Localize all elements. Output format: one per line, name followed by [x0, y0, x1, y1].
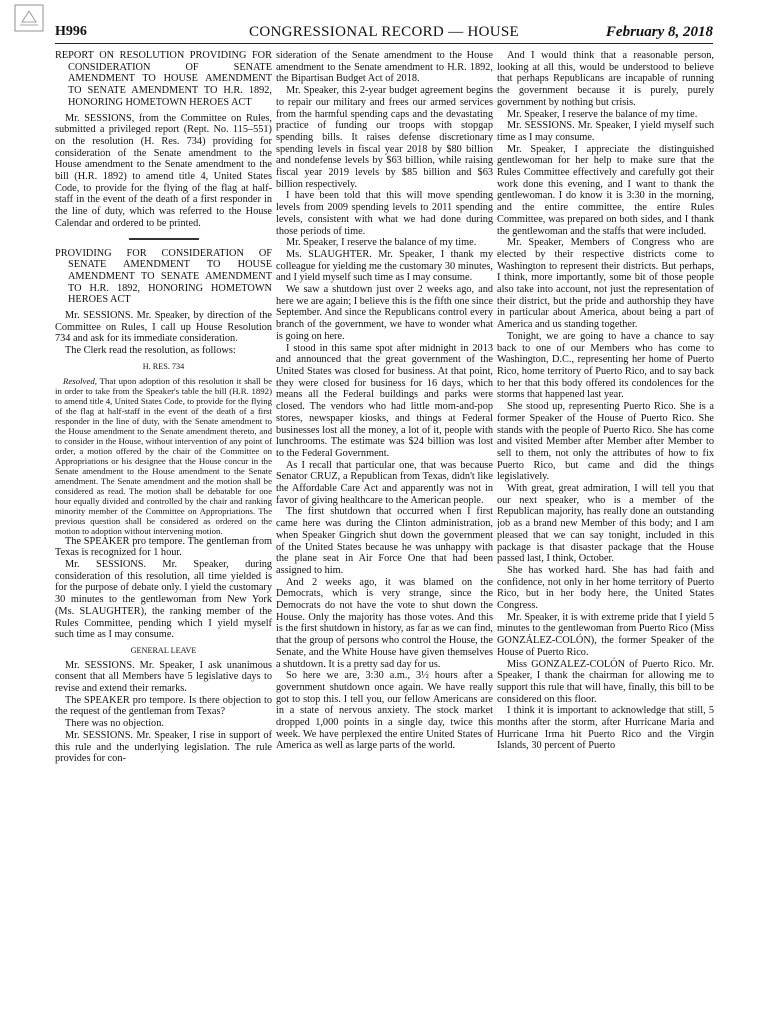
paragraph: We saw a shutdown just over 2 weeks ago, and here we are again; I believe this is the fifth one since September. And since the Republicans control every branch of the government, we have to wonder what is going on here.	[276, 284, 493, 342]
paragraph: Ms. SLAUGHTER. Mr. Speaker, I thank my colleague for yielding me the customary 30 minutes, and I yield myself such time as I may consume.	[276, 248, 493, 284]
resolution-text	[55, 376, 272, 536]
paragraph: And 2 weeks ago, it was blamed on the Democrats, which is very strange, since the Democrats do not have the vote to shut down the House. Only the majority has those votes. And this is the first shutdown in history, as far as we can find, that the group of persons who control the House, the Senate, and the White House have given themselves a shutdown. It is a pretty sad day for us.	[276, 576, 493, 670]
paragraph: The first shutdown that occurred when I first came here was during the Clinton administration, when Speaker Gingrich shut down the government of the United States because he was unhappy with the plane seat in Air Force One that had been assigned to him.	[276, 506, 493, 576]
column-2	[276, 50, 493, 1018]
paragraph: Mr. SESSIONS. Mr. Speaker, I ask unanimous consent that all Members have 5 legislative days to revise and extend their remarks.	[55, 659, 272, 695]
paragraph: The SPEAKER pro tempore. The gentleman from Texas is recognized for 1 hour.	[55, 535, 272, 559]
paragraph: With great, great admiration, I will tell you that our next speaker, who is a member of the Republican majority, has really done an outstanding job as a brand new Member of this body; and I am pleased that we can say tonight, included in this package is that disaster package that the House passed last, I think, October.	[497, 483, 714, 565]
column-1	[55, 50, 272, 1018]
paragraph: Tonight, we are going to have a chance to say back to one of our Members who has come to Washington, D.C., representing her home of Puerto Rico, home territory of Puerto Rico, and to say back to her that this body offered its condolences for the storms that happened last year.	[497, 330, 714, 401]
paragraph: I think it is important to acknowledge that still, 5 months after the storm, after Hurricane Maria and Hurricane Irma hit Puerto Rico and the Virgin Islands, 30 percent of Puerto	[497, 705, 714, 752]
paragraph: As I recall that particular one, that was because Senator CRUZ, a Republican from Texas, didn't like the Affordable Care Act and apparently was not in favor of giving healthcare to the American people.	[276, 459, 493, 506]
section-separator	[129, 238, 199, 240]
paragraph: She stood up, representing Puerto Rico. She is a former Speaker of the House of Puerto Rico. She stands with the people of Puerto Rico. She has come and visited Member after Member after Member to sell to them, not only the attributes of how to fix Puerto Rico, but came and did the things legislatively.	[497, 401, 714, 483]
resolution-title: H. RES. 734	[142, 361, 185, 371]
paragraph: There was no objection.	[65, 718, 164, 730]
header-rule	[55, 43, 713, 44]
paragraph: I have been told that this will move spending levels from 2009 spending levels to 2011 spending levels, consistent with what we had done during those periods of time.	[276, 190, 493, 237]
issue-date: February 8, 2018	[605, 24, 713, 40]
gpo-seal-icon	[14, 4, 44, 32]
paragraph: So here we are, 3:30 a.m., 3½ hours after a government shutdown once again. We have really got to stop this. I tell you, our fellow Americans are in a state of nervous anxiety. The stock market dropped 1,000 points in a single day, twice this week. We have perplexed the entire United States of America as well as large parts of the world.	[276, 670, 493, 752]
paragraph: The SPEAKER pro tempore. Is there objection to the request of the gentleman from Texas?	[55, 694, 272, 718]
paragraph: Mr. Speaker, I reserve the balance of my time.	[507, 108, 698, 120]
section-heading: PROVIDING FOR CONSIDERATION OF SENATE AMENDMENT TO HOUSE AMENDMENT TO SENATE AMENDMENT TO H.R. 1892, HONORING HOMETOWN HEROES ACT	[55, 247, 272, 306]
column-3	[497, 50, 714, 1018]
paragraph: sideration of the Senate amendment to the House amendment to the Senate amendment to H.R. 1892, the Bipartisan Budget Act of 2018.	[276, 50, 493, 85]
paragraph: And I would think that a reasonable person, looking at all this, would be understood to believe that perhaps Republicans are incapable of running the government because it is purely, purely government by nothing but crisis.	[497, 50, 714, 108]
page-number: H996	[55, 24, 87, 39]
publication-title: CONGRESSIONAL RECORD — HOUSE	[249, 24, 519, 40]
paragraph: Mr. SESSIONS. Mr. Speaker, during consideration of this resolution, all time yielded is for the purpose of debate only. I yield the customary 30 minutes to the gentlewoman from New York (Ms. SLAUGHTER), the ranking member of the Rules Committee, pending which I yield myself such time as I may consume.	[55, 558, 272, 641]
subheading-general-leave: GENERAL LEAVE	[130, 645, 197, 655]
paragraph: Mr. Speaker, this 2-year budget agreement begins to repair our military and frees our armed services from the harmful spending caps and the devastating practice of funding our troops with stopgap spending bills. It raises defense discretionary spending levels in fiscal year 2018 by $80 billion and nondefense levels by $63 billion, while raising fiscal year 2019 levels by $85 billion and $63 billion respectively.	[276, 85, 493, 190]
resolution-body: That upon adoption of this resolution it shall be in order to take from the Speaker's table the bill (H.R. 1892) to amend title 4, United States Code, to provide for the flying of the flag at half-staff in the event of the death of a first responder in the line of duty, with the Senate amendment to the House amendment to the Senate amendment thereto, and to consider in the House, without intervention of any point of order, a motion offered by the chair of the Committee on Appropriations or his designee that the House concur in the Senate amendment to the House amendment to the Senate amendment. The Senate amendment and the motion shall be considered as read. The motion shall be debatable for one hour equally divided and controlled by the chair and ranking minority member of the Committee on Appropriations. The previous question shall be considered as ordered on the motion to adoption without intervening motion.	[55, 375, 272, 536]
paragraph: She has worked hard. She has had faith and confidence, not only in her home territory of Puerto Rico, but in her body here, the United States Congress.	[497, 564, 714, 612]
paragraph: Mr. SESSIONS, from the Committee on Rules, submitted a privileged report (Rept. No. 115–551) on the resolution (H. Res. 734) providing for consideration of the Senate amendment to the House amendment to the Senate amendment to the bill (H.R. 1892) to amend title 4, United States Code, to provide for the flying of the flag at half-staff in the event of the death of a first responder in the line of duty, which was referred to the House Calendar and ordered to be printed.	[55, 112, 272, 229]
paragraph: Miss GONZALEZ-COLÓN of Puerto Rico. Mr. Speaker, I thank the chairman for allowing me to support this rule that will have, finally, this bill to be considered on this floor.	[497, 658, 714, 705]
paragraph: Mr. Speaker, Members of Congress who are elected by their respective districts come to Washington to represent their districts. But perhaps, I think, more importantly, some bit of those people also take into account, not just the representation of their district, but the pride and authorship they have in particular about America, about being a part of America and us standing together.	[497, 237, 714, 331]
paragraph: I stood in this same spot after midnight in 2013 and announced that the great government of the United States was closed for business. At that point, they were closed for business for 16 days, which means all the Federal buildings and parks were closed. The vendors who had little mom-and-pop stores, newspaper kiosks, and things at Federal businesses lost all the money, a lot of it, people with lunchrooms. The estimate was $24 billion was lost to the Federal Government.	[276, 342, 493, 459]
paragraph: Mr. SESSIONS. Mr. Speaker, I yield myself such time as I may consume.	[497, 120, 714, 143]
paragraph: Mr. Speaker, I appreciate the distinguished gentlewoman for her help to make sure that the Rules Committee effectively and carefully got their work done this evening, and I want to thank the gentlewoman. I do know it is 3:30 in the morning, and the entire committee, the entire Rules Committee, was prepared on both sides, and I thank the gentlewoman and the staffs that were included.	[497, 143, 714, 237]
section-heading: REPORT ON RESOLUTION PROVIDING FOR CONSIDERATION OF SENATE AMENDMENT TO HOUSE AMENDMENT TO SENATE AMENDMENT TO H.R. 1892, HONORING HOMETOWN HEROES ACT	[55, 50, 272, 108]
paragraph: The Clerk read the resolution, as follows:	[65, 345, 236, 357]
paragraph: Mr. Speaker, I reserve the balance of my time.	[286, 237, 477, 249]
paragraph: Mr. Speaker, it is with extreme pride that I yield 5 minutes to the gentlewoman from Puerto Rico (Miss GONZÁLEZ-COLÓN), the former Speaker of the House of Puerto Rico.	[497, 611, 714, 658]
resolved-label: Resolved,	[63, 375, 97, 386]
paragraph: Mr. SESSIONS. Mr. Speaker, I rise in support of this rule and the underlying legislation. The rule provides for con-	[55, 729, 272, 765]
paragraph: Mr. SESSIONS. Mr. Speaker, by direction of the Committee on Rules, I call up House Resolution 734 and ask for its immediate consideration.	[55, 310, 272, 345]
